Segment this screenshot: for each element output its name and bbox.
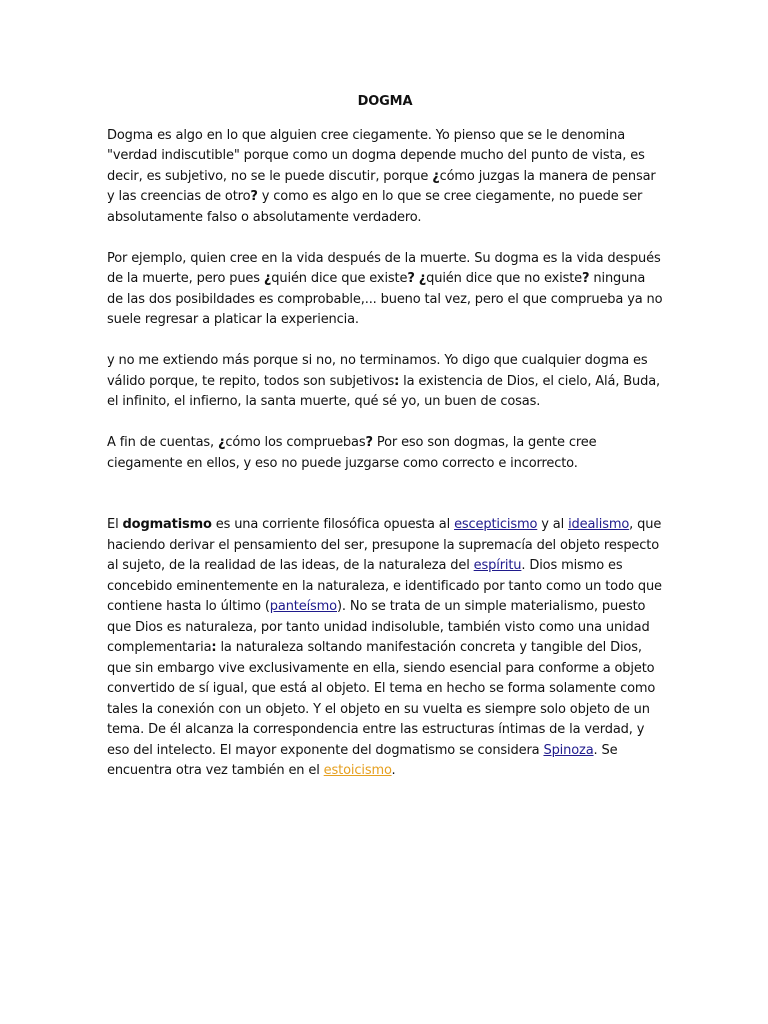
link-spinoza[interactable]: Spinoza bbox=[543, 742, 594, 758]
paragraph-3 bbox=[107, 351, 663, 413]
paragraph-4-text: cómo los compruebas bbox=[225, 435, 366, 450]
paragraph-5-text: El bbox=[107, 517, 123, 532]
paragraph-1-text: cómo juzgas la manera de pensar y las creencias de otro bbox=[107, 168, 656, 204]
paragraph-5-text: . Se encuentra otra vez también en el bbox=[107, 742, 618, 778]
bold-mark: ¿ bbox=[263, 271, 272, 286]
paragraph-1 bbox=[107, 126, 663, 229]
bold-mark: ? bbox=[582, 271, 590, 286]
link-panteismo[interactable]: panteísmo bbox=[269, 599, 337, 614]
document-title: DOGMA bbox=[357, 94, 413, 109]
bold-mark: ? bbox=[250, 189, 258, 204]
link-idealismo[interactable]: idealismo bbox=[568, 517, 630, 532]
paragraph-2-text: Por ejemplo, quien cree en la vida después de la muerte. Su dogma es la vida después de la muerte, pero pues bbox=[107, 250, 661, 286]
paragraph-1-text: y como es algo en lo que se cree ciegamente, no puede ser absolutamente falso o absolutamente verdadero. bbox=[107, 189, 643, 225]
paragraph-2 bbox=[107, 249, 663, 331]
paragraph-4 bbox=[107, 433, 663, 474]
bold-mark: ? bbox=[365, 435, 373, 450]
bold-mark: ¿ bbox=[432, 168, 440, 184]
paragraph-3-text: la existencia de Dios, el cielo, Alá, Buda, el infinito, el infierno, la santa muerte, qué sé yo, un buen de cosas. bbox=[107, 373, 661, 409]
bold-mark: : bbox=[211, 640, 217, 655]
paragraph-4-text: Por eso son dogmas, la gente cree ciegamente en ellos, y eso no puede juzgarse como correcto e incorrecto. bbox=[107, 435, 597, 471]
bold-mark: : bbox=[394, 373, 400, 389]
link-escepticismo[interactable]: escepticismo bbox=[454, 517, 538, 532]
bold-mark: ? bbox=[407, 271, 415, 286]
bold-mark: ¿ bbox=[218, 435, 226, 450]
paragraph-4-text: A fin de cuentas, bbox=[107, 435, 218, 450]
paragraph-5-text: es una corriente filosófica opuesta al bbox=[211, 517, 455, 532]
paragraph-5-text: y al bbox=[537, 517, 569, 532]
paragraph-5-text: . bbox=[391, 763, 396, 778]
link-estoicismo[interactable]: estoicismo bbox=[323, 763, 392, 778]
paragraph-1-text: Dogma es algo en lo que alguien cree ciegamente. Yo pienso que se le denomina "verdad indiscutible" porque como un dogma depende mucho del punto de vista, es decir, es subjetivo, no se le puede discutir, porque bbox=[107, 127, 645, 184]
paragraph-5-text: la naturaleza soltando manifestación concreta y tangible del Dios, que sin embargo vive exclusivamente en ella, siendo esencial para conforme a objeto convertido de sí igual, que está al objeto. El tema en hecho se forma solamente como tales la conexión con un objeto. Y el objeto en su vuelta es siempre solo objeto de un tema. De él alcanza la correspondencia entre las estructuras íntimas de la verdad, y eso del intelecto. El mayor exponente del dogmatismo se considera bbox=[107, 640, 656, 758]
paragraph-5-text: . Dios mismo es concebido eminentemente en la naturaleza, e identificado por tanto como un todo que contiene hasta lo último ( bbox=[107, 558, 662, 614]
link-espiritu[interactable]: espíritu bbox=[473, 558, 522, 573]
paragraph-2-text: quién dice que no existe bbox=[426, 271, 583, 286]
paragraph-3-text: y no me extiendo más porque si no, no terminamos. Yo digo que cualquier dogma es válido porque, te repito, todos son subjetivos bbox=[107, 353, 648, 389]
paragraph-2-text: quién dice que existe bbox=[271, 271, 408, 286]
dogmatismo-term: dogmatismo bbox=[122, 517, 212, 532]
document-body bbox=[107, 92, 663, 782]
bold-mark: ¿ bbox=[418, 271, 427, 286]
paragraph-5-text: , que haciendo derivar el pensamiento del ser, presupone la supremacía del objeto respecto al sujeto, de la realidad de las ideas, de la naturaleza del bbox=[107, 517, 662, 573]
paragraph-2-text: ninguna de las dos posibildades es comprobable,... bueno tal vez, pero el que comprueba ya no suele regresar a platicar la experiencia. bbox=[107, 271, 663, 327]
paragraph-5 bbox=[107, 515, 663, 782]
paragraph-5-text: ). No se trata de un simple materialismo, puesto que Dios es naturaleza, por tanto unidad indisoluble, también visto como una unidad complementaria bbox=[107, 599, 650, 655]
